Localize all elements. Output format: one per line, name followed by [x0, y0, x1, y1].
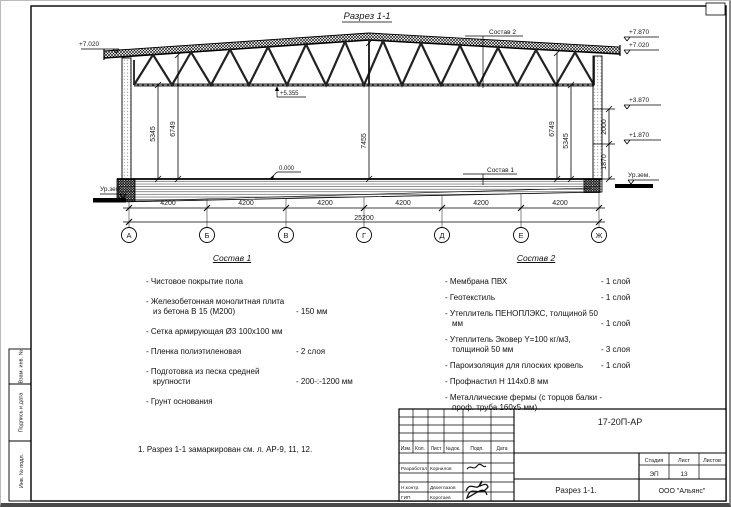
dimensions — [79, 29, 661, 243]
axis-g: Г — [361, 231, 367, 240]
section-drawing — [104, 33, 620, 202]
sheet-value: 13 — [680, 471, 688, 478]
list-item — [445, 393, 660, 413]
item-text: - Утеплитель Эковер Y=100 кг/м3, толщиной 50 мм — [445, 334, 571, 354]
item-value: - 200-:-1200 мм — [296, 376, 353, 386]
ground-bar-left — [93, 198, 126, 203]
item-text: - Профнастил Н 114х0.8 мм — [445, 376, 549, 386]
role-razrabotal: Разработал — [401, 467, 428, 472]
dim-bay-6: 4200 — [552, 200, 568, 207]
item-value: - 1 слой — [601, 292, 631, 302]
elev-right-eave: +7.020 — [629, 42, 650, 49]
dim-5345-right: 5345 — [563, 133, 570, 149]
callout-sostav2: Состав 2 — [489, 29, 516, 36]
axis-v: В — [283, 231, 289, 240]
elev-floor: 0.000 — [279, 166, 295, 172]
item-value: - 2 слоя — [296, 346, 326, 356]
name-korotaev: Коротаев — [430, 496, 451, 501]
doc-number: 17-20П-АР — [597, 417, 643, 427]
list-item — [146, 397, 361, 407]
elev-truss-chord: +5.355 — [280, 91, 299, 97]
dim-6749-right: 6749 — [549, 121, 556, 137]
list-item — [445, 361, 660, 371]
sostav1-list — [146, 253, 361, 417]
axis-b: Б — [204, 231, 210, 240]
list-item — [445, 377, 660, 387]
stamp-podpis: Подпись и дата — [18, 392, 25, 433]
col-data: Дата — [496, 446, 508, 452]
stamp-inv: Инв. № подл. — [19, 453, 25, 489]
item-text: - Металлические фермы (с торцов балки - проф. труба 160х5 мм) — [445, 392, 603, 412]
sostav1-title: Состав 1 — [212, 253, 252, 263]
dim-7455-center: 7455 — [361, 133, 368, 149]
col-kol: Кол. — [415, 446, 425, 452]
side-stamp-column — [9, 349, 31, 501]
name-kornilov: Корнилов — [430, 467, 452, 472]
elev-ground-right: Ур.зем. — [628, 172, 651, 179]
company-name: ООО "Альянс" — [658, 488, 706, 495]
title-block — [399, 409, 726, 501]
col-list: Лист — [430, 446, 442, 452]
dim-1870: 1870 — [601, 154, 608, 170]
callout-sostav1: Состав 1 — [487, 167, 514, 174]
item-text: - Железобетонная монолитная плита из бетона В 15 (М200) — [146, 296, 285, 316]
elev-ground-left: Ур.зем. — [100, 186, 123, 193]
axis-zh: Ж — [595, 231, 603, 240]
item-value: - 150 мм — [296, 306, 328, 316]
item-text: - Пленка полиэтиленовая — [146, 346, 242, 356]
dim-bay-4: 4200 — [395, 200, 411, 207]
axis-a: А — [126, 231, 132, 240]
list-item — [146, 327, 361, 337]
item-text: - Мембрана ПВХ — [445, 276, 508, 286]
item-text: - Утеплитель ПЕНОПЛЭКС, толщиной 50 мм — [445, 308, 598, 328]
item-value: - 3 слоя — [601, 344, 631, 354]
role-nkontr: Н.контр. — [401, 486, 420, 491]
stage-label: Стадия — [644, 458, 664, 464]
dim-bay-3: 4200 — [317, 200, 333, 207]
sheet-note: 1. Разрез 1-1 замаркирован см. л. АР-9, 11, 12. — [138, 445, 313, 454]
col-ndok: №док. — [445, 446, 461, 452]
corner-box — [706, 3, 725, 15]
item-text: - Чистовое покрытие пола — [146, 276, 243, 286]
item-text: - Сетка армирующая Ø3 100х100 мм — [146, 326, 283, 336]
stage-value: ЭП — [649, 471, 659, 478]
col-podp: Подп. — [470, 446, 484, 452]
stamp-vzam: Взам. инв. № — [18, 349, 25, 384]
section-title: Разрез 1-1 — [343, 11, 391, 22]
elev-girt-upper: +3.870 — [629, 97, 650, 104]
col-izm: Изм. — [400, 446, 412, 452]
sostav2-list — [445, 253, 660, 419]
list-item — [445, 293, 660, 303]
name-dvoeglazov: Двоеглазов — [430, 486, 456, 491]
item-text: - Грунт основания — [146, 396, 213, 406]
dim-bay-5: 4200 — [473, 200, 489, 207]
item-text: - Геотекстиль — [445, 292, 495, 302]
floor-slab — [117, 179, 602, 202]
item-text: - Пароизоляция для плоских кровель — [445, 360, 584, 370]
sostav2-title: Состав 2 — [516, 253, 556, 263]
list-item — [146, 297, 361, 317]
ground-bar-right — [615, 184, 653, 188]
axis-d: Д — [439, 231, 445, 240]
item-value: - 1 слой — [601, 318, 631, 328]
dim-5345-left: 5345 — [150, 126, 157, 142]
list-item — [445, 309, 660, 329]
dim-2000: 2000 — [601, 119, 608, 135]
list-item — [146, 347, 361, 357]
elev-left-eave: +7.020 — [79, 41, 100, 48]
left-wall — [122, 58, 131, 180]
right-foundation — [584, 180, 600, 193]
list-item — [445, 335, 660, 355]
list-item — [146, 367, 361, 387]
role-gip: ГИП — [401, 496, 411, 501]
dim-6749-left: 6749 — [170, 121, 177, 137]
item-text: - Подготовка из песка средней крупности — [146, 366, 260, 386]
titleblock-drawing-title: Разрез 1-1. — [555, 486, 597, 495]
roof-band — [104, 33, 620, 58]
axis-bubbles — [122, 228, 607, 243]
sheets-label: Листов — [703, 458, 721, 464]
axis-e: Е — [518, 231, 524, 240]
elev-ridge: +7.870 — [629, 29, 650, 36]
sheet-label: Лист — [678, 458, 690, 464]
item-value: - 1 слой — [601, 276, 631, 286]
dim-bay-1: 4200 — [160, 200, 176, 207]
elev-girt-lower: +1.870 — [629, 132, 650, 139]
dim-total: 25200 — [354, 215, 374, 222]
item-value: - 1 слой — [601, 360, 631, 370]
list-item — [445, 277, 660, 287]
dim-bay-2: 4200 — [238, 200, 254, 207]
list-item — [146, 277, 361, 287]
